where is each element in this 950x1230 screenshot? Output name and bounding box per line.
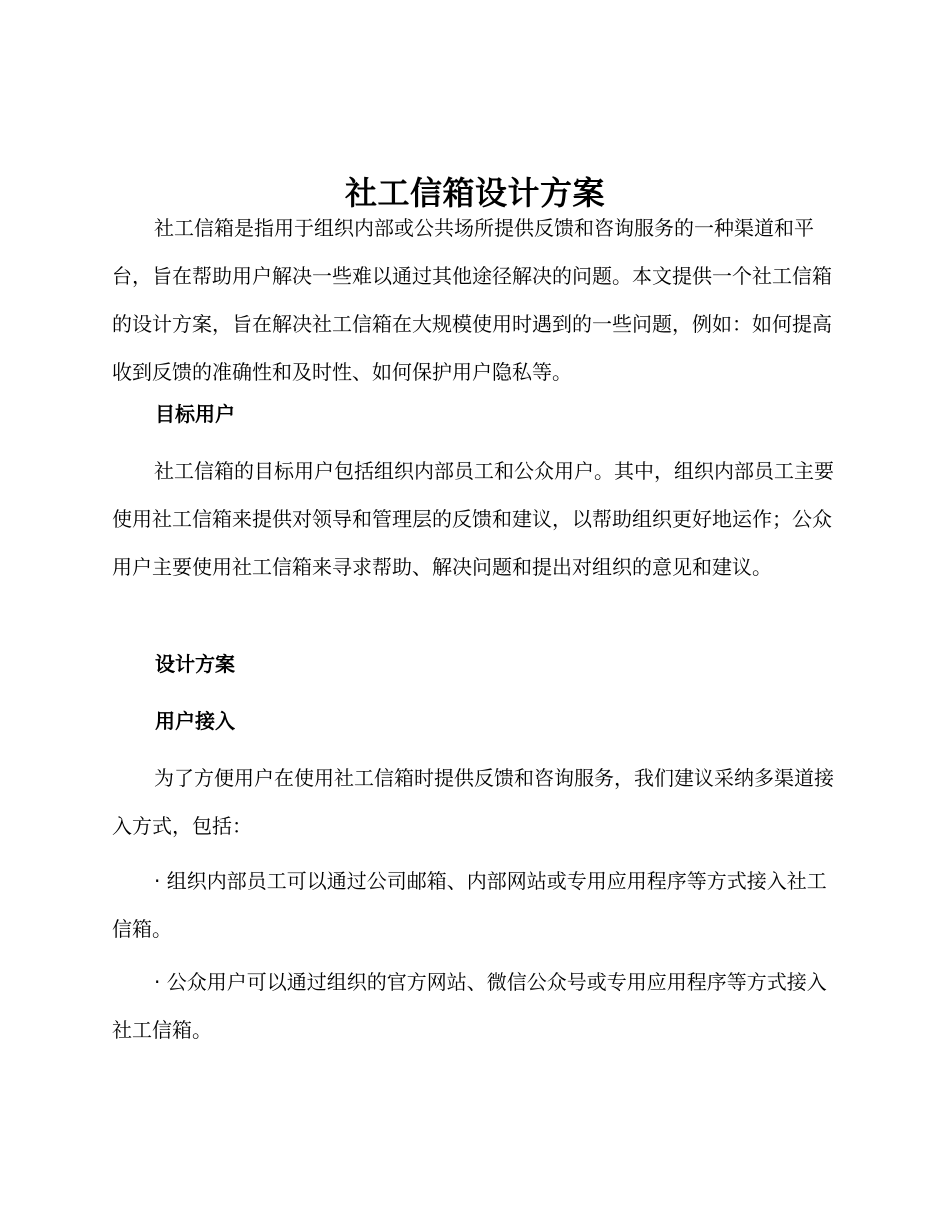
intro-paragraph: 社工信箱是指用于组织内部或公共场所提供反馈和咨询服务的一种渠道和平台，旨在帮助用户解决一些难以通过其他途径解决的问题。本文提供一个社工信箱的设计方案，旨在解决社工信箱在大规模使用时遇到的一些问题，例如：如何提高收到反馈的准确性和及时性、如何保护用户隐私等。	[112, 216, 832, 384]
heading-design-plan: 设计方案	[155, 652, 235, 676]
bullet-internal-staff: · 组织内部员工可以通过公司邮箱、内部网站或专用应用程序等方式接入社工信箱。	[112, 869, 827, 941]
user-access-paragraph: 为了方便用户在使用社工信箱时提供反馈和咨询服务，我们建议采纳多渠道接入方式，包括：	[112, 766, 834, 838]
document-title: 社工信箱设计方案	[344, 174, 605, 213]
heading-target-users: 目标用户	[155, 402, 235, 426]
target-users-paragraph: 社工信箱的目标用户包括组织内部员工和公众用户。其中，组织内部员工主要使用社工信箱来提供对领导和管理层的反馈和建议，以帮助组织更好地运作；公众用户主要使用社工信箱来寻求帮助、解决问题和提出对组织的意见和建议。	[112, 459, 834, 579]
bullet-public-users: · 公众用户可以通过组织的官方网站、微信公众号或专用应用程序等方式接入社工信箱。	[112, 970, 827, 1042]
heading-user-access: 用户接入	[155, 709, 235, 733]
